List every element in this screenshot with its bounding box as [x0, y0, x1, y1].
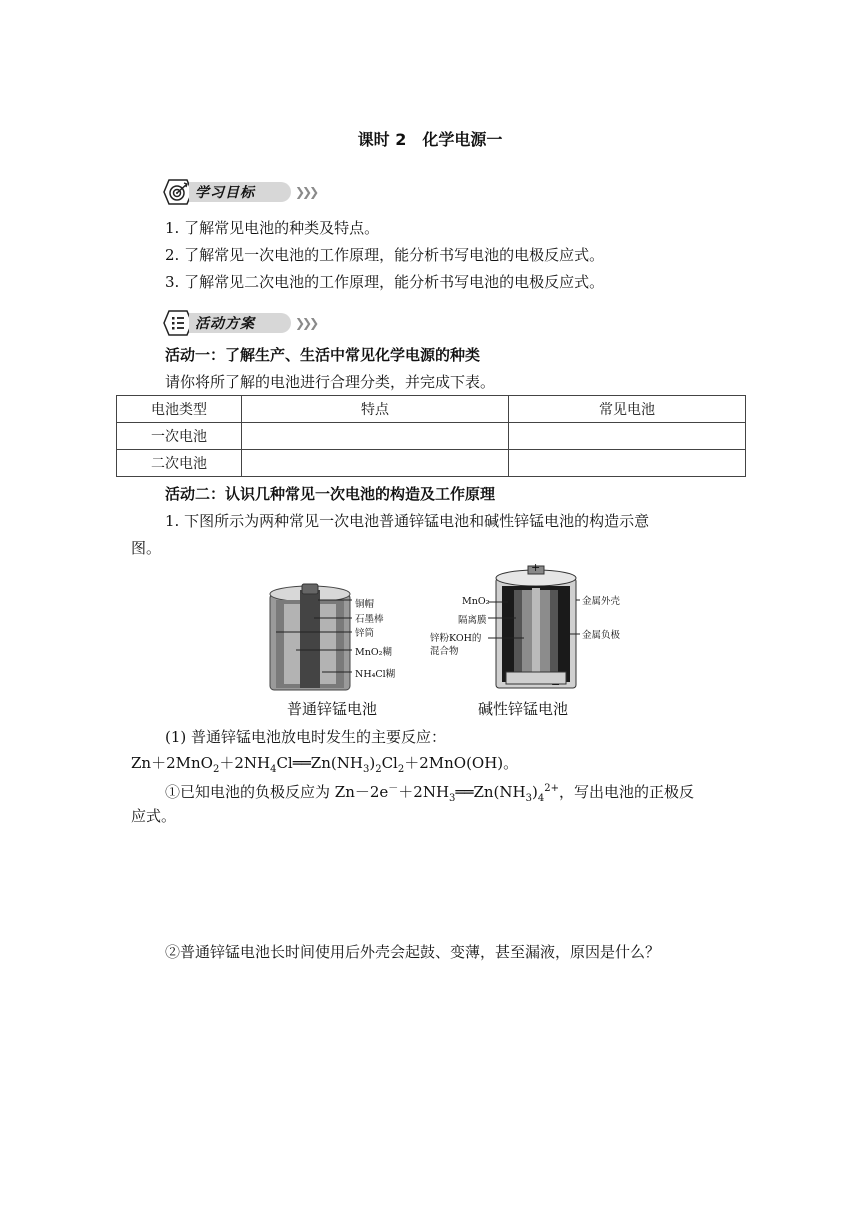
negative-terminal-sign: − [551, 678, 561, 691]
diagram-label: 金属外壳 [582, 596, 621, 607]
table-cell [509, 423, 746, 450]
goal-item: 3. 了解常见二次电池的工作原理，能分析书写电池的电极反应式。 [165, 273, 605, 291]
chevrons-icon: ❯❯❯ [295, 316, 317, 330]
page-title: 课时 2 化学电源一 [357, 130, 503, 149]
figure-caption: 碱性锌锰电池 [478, 700, 569, 718]
battery-table [116, 395, 746, 477]
alkaline-battery-diagram [488, 560, 588, 700]
activity2-heading: 活动二：认识几种常见一次电池的构造及工作原理 [165, 485, 496, 503]
plan-banner-label: 活动方案 [195, 316, 255, 332]
goal-item: 2. 了解常见一次电池的工作原理，能分析书写电池的电极反应式。 [165, 246, 605, 264]
diagram-label: 金属负极 [582, 630, 621, 641]
table-header: 特点 [242, 396, 509, 423]
diagram-label: 锌粉KOH的 [430, 633, 482, 644]
table-header-row [117, 396, 746, 423]
table-cell [242, 423, 509, 450]
goals-banner-label: 学习目标 [195, 185, 255, 201]
diagram-label: 锌筒 [355, 628, 375, 639]
reaction-equation: $Zn+2MnO_2+2NH_4Cl══Zn(NH_3)_2Cl_2+2MnO(OH)$。 [131, 754, 519, 775]
table-header: 常见电池 [509, 396, 746, 423]
diagram-label: 混合物 [430, 646, 459, 657]
diagram-label: MnO₂糊 [355, 647, 392, 658]
table-header: 电池类型 [117, 396, 242, 423]
activity1-heading: 活动一：了解生产、生活中常见化学电源的种类 [165, 346, 481, 364]
diagram-label: 隔离膜 [458, 615, 487, 626]
activity1-instruction: 请你将所了解的电池进行合理分类，并完成下表。 [165, 373, 496, 391]
question-1b: ②普通锌锰电池长时间使用后外壳会起鼓、变薄，甚至漏液，原因是什么？ [165, 943, 661, 961]
diagram-label: NH₄Cl糊 [355, 669, 396, 680]
paragraph-line: 图。 [131, 539, 162, 557]
goal-item: 1. 了解常见电池的种类及特点。 [165, 219, 380, 237]
diagram-label: 铜帽 [355, 599, 375, 610]
question-1: (1) 普通锌锰电池放电时发生的主要反应： [165, 728, 447, 746]
question-1a: ①已知电池的负极反应为 $Zn-2e^-+2NH_3══Zn(NH_3)_4^{2+}$，写出电池的正极反 [165, 783, 694, 804]
table-row [117, 450, 746, 477]
positive-terminal-sign: + [531, 561, 541, 574]
question-1a-cont: 应式。 [131, 807, 177, 825]
paragraph-line: 1. 下图所示为两种常见一次电池普通锌锰电池和碱性锌锰电池的构造示意 [165, 512, 650, 530]
diagram-label: MnO₂ [462, 596, 490, 607]
table-cell [242, 450, 509, 477]
zinc-manganese-battery-diagram [262, 580, 442, 695]
plan-banner [163, 310, 316, 336]
table-row [117, 423, 746, 450]
figure-caption: 普通锌锰电池 [287, 700, 378, 718]
table-cell: 二次电池 [117, 450, 242, 477]
table-cell: 一次电池 [117, 423, 242, 450]
table-cell [509, 450, 746, 477]
chevrons-icon: ❯❯❯ [295, 185, 317, 199]
goals-banner [163, 179, 316, 205]
diagram-label: 石墨棒 [355, 614, 384, 625]
